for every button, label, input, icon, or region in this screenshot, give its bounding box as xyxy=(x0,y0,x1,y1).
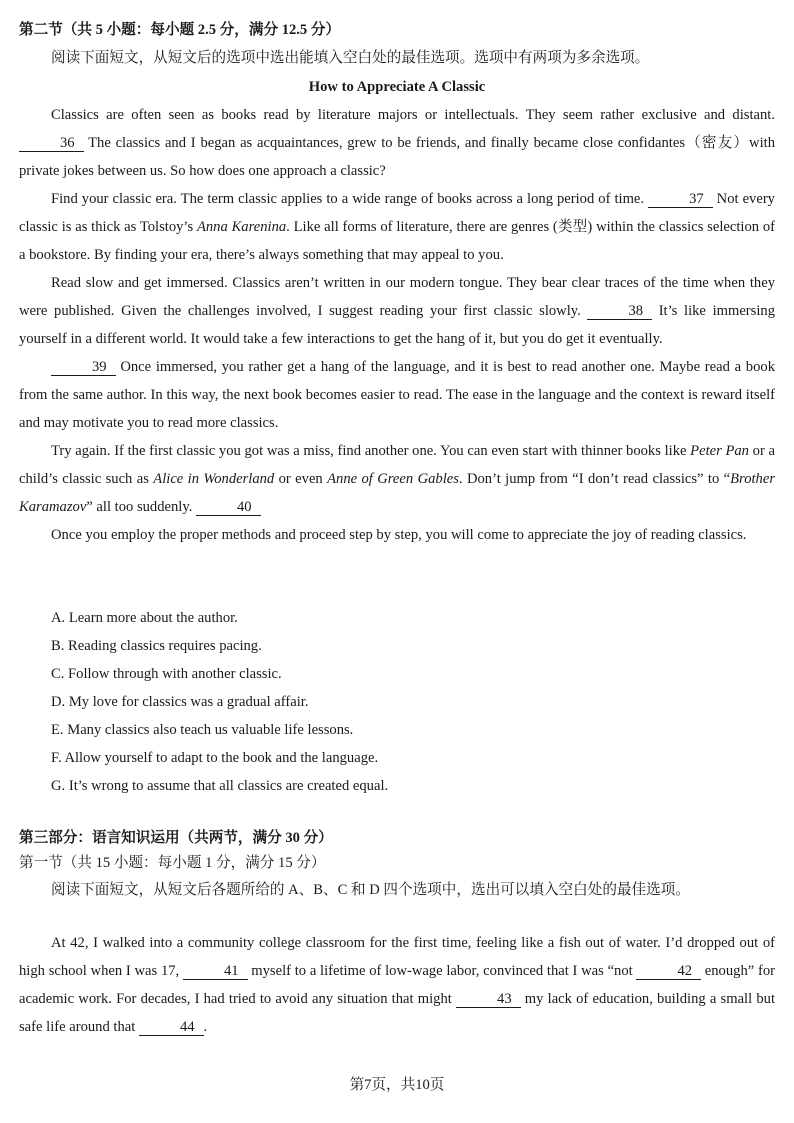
text: Read slow and get immersed. Classics aren’t written in our modern tongue. They bear clear traces of the time when they were published. Given the challenges involved, I suggest reading your first classic slowly. xyxy=(19,275,775,319)
book-title: Anne of Green Gables xyxy=(327,471,459,487)
blank-44: 44 xyxy=(139,1019,204,1036)
book-title: Brother Karamazov xyxy=(19,471,775,515)
text: Find your classic era. The term classic applies to a wide range of books across a long period of time. xyxy=(51,191,649,207)
blank-36: 36 xyxy=(19,135,84,152)
blank-37: 37 xyxy=(648,191,713,208)
text: . Like all forms of literature, there are genres (类型) within the classics selection of a bookstore. By finding your era, there’s always something that may appeal to you. xyxy=(19,219,776,263)
text: The classics and I began as acquaintances, grew to be friends, and finally became close confidantes（密友）with private jokes between us. So how does one approach a classic? xyxy=(19,135,775,179)
passage-title: How to Appreciate A Classic xyxy=(308,79,486,95)
paragraph-6: Once you employ the proper methods and proceed step by step, you will come to appreciate the joy of reading classics. xyxy=(51,527,747,543)
text: At 42, I walked into a community college classroom for the first time, feeling like a fish out of water. I’d dropped out of high school when I was 17, xyxy=(19,935,775,979)
blank-43: 43 xyxy=(456,991,521,1008)
option-a: A. Learn more about the author. xyxy=(51,610,238,626)
options-list xyxy=(19,604,775,800)
page-number: 第7页，共10页 xyxy=(349,1077,445,1093)
blank-42: 42 xyxy=(636,963,701,980)
text: It’s like immersing yourself in a different world. It would take a few interactions to get the hang of it, but you do get it eventually. xyxy=(19,303,775,347)
paragraph-4 xyxy=(19,353,775,437)
text: . Don’t jump from “I don’t read classics” to “ xyxy=(458,471,731,487)
option-d: D. My love for classics was a gradual affair. xyxy=(51,694,309,710)
text: myself to a lifetime of low-wage labor, convinced that I was “not xyxy=(247,963,637,979)
text: Classics are often seen as books read by literature majors or intellectuals. They seem rather exclusive and distant. xyxy=(51,107,775,123)
text: or even xyxy=(274,471,328,487)
blank-39: 39 xyxy=(51,359,116,376)
blank-40: 40 xyxy=(196,499,261,516)
text: ” all too suddenly. xyxy=(86,499,196,515)
paragraph-2 xyxy=(19,185,775,269)
section2-instruction: 阅读下面短文，从短文后的选项中选出能填入空白处的最佳选项。选项中有两项为多余选项。 xyxy=(51,50,650,66)
part3-passage xyxy=(19,929,775,1041)
paragraph-3 xyxy=(19,269,775,353)
part3-heading: 第三部分：语言知识运用（共两节，满分 30 分） xyxy=(19,830,333,846)
text: enough” for academic work. For decades, I had tried to avoid any situation that might xyxy=(19,963,775,1007)
option-f: F. Allow yourself to adapt to the book and the language. xyxy=(51,750,379,766)
book-title: Peter Pan xyxy=(690,443,749,459)
paragraph-5 xyxy=(19,437,775,521)
option-g: G. It’s wrong to assume that all classics are created equal. xyxy=(51,778,389,794)
part3-paragraph-1 xyxy=(19,929,775,1041)
text: Not every classic is as thick as Tolstoy’s xyxy=(19,191,775,235)
book-title: Anna Karenina xyxy=(196,219,287,235)
option-e: E. Many classics also teach us valuable life lessons. xyxy=(51,722,354,738)
blank-41: 41 xyxy=(183,963,248,980)
book-title: Alice in Wonderland xyxy=(153,471,275,487)
option-c: C. Follow through with another classic. xyxy=(51,666,282,682)
section2-heading: 第二节（共 5 小题：每小题 2.5 分，满分 12.5 分） xyxy=(19,22,341,38)
text: Once immersed, you rather get a hang of the language, and it is best to read another one. Maybe read a book from the same author. In this way, the next book becomes easier to read. The ease in the language and the context is reward itself and may motivate you to read more classics. xyxy=(19,359,775,431)
part3-instruction: 阅读下面短文，从短文后各题所给的 A、B、C 和 D 四个选项中，选出可以填入空白处的最佳选项。 xyxy=(51,882,690,898)
text: or a child’s classic such as xyxy=(19,443,776,487)
text: my lack of education, building a small but safe life around that xyxy=(19,991,775,1035)
paragraph-1 xyxy=(19,101,775,185)
text: . xyxy=(203,1019,208,1035)
part3-subheading: 第一节（共 15 小题：每小题 1 分，满分 15 分） xyxy=(19,855,326,871)
text: Try again. If the first classic you got was a miss, find another one. You can even start with thinner books like xyxy=(51,443,691,459)
blank-38: 38 xyxy=(587,303,652,320)
passage-body xyxy=(19,101,775,549)
option-b: B. Reading classics requires pacing. xyxy=(51,638,262,654)
